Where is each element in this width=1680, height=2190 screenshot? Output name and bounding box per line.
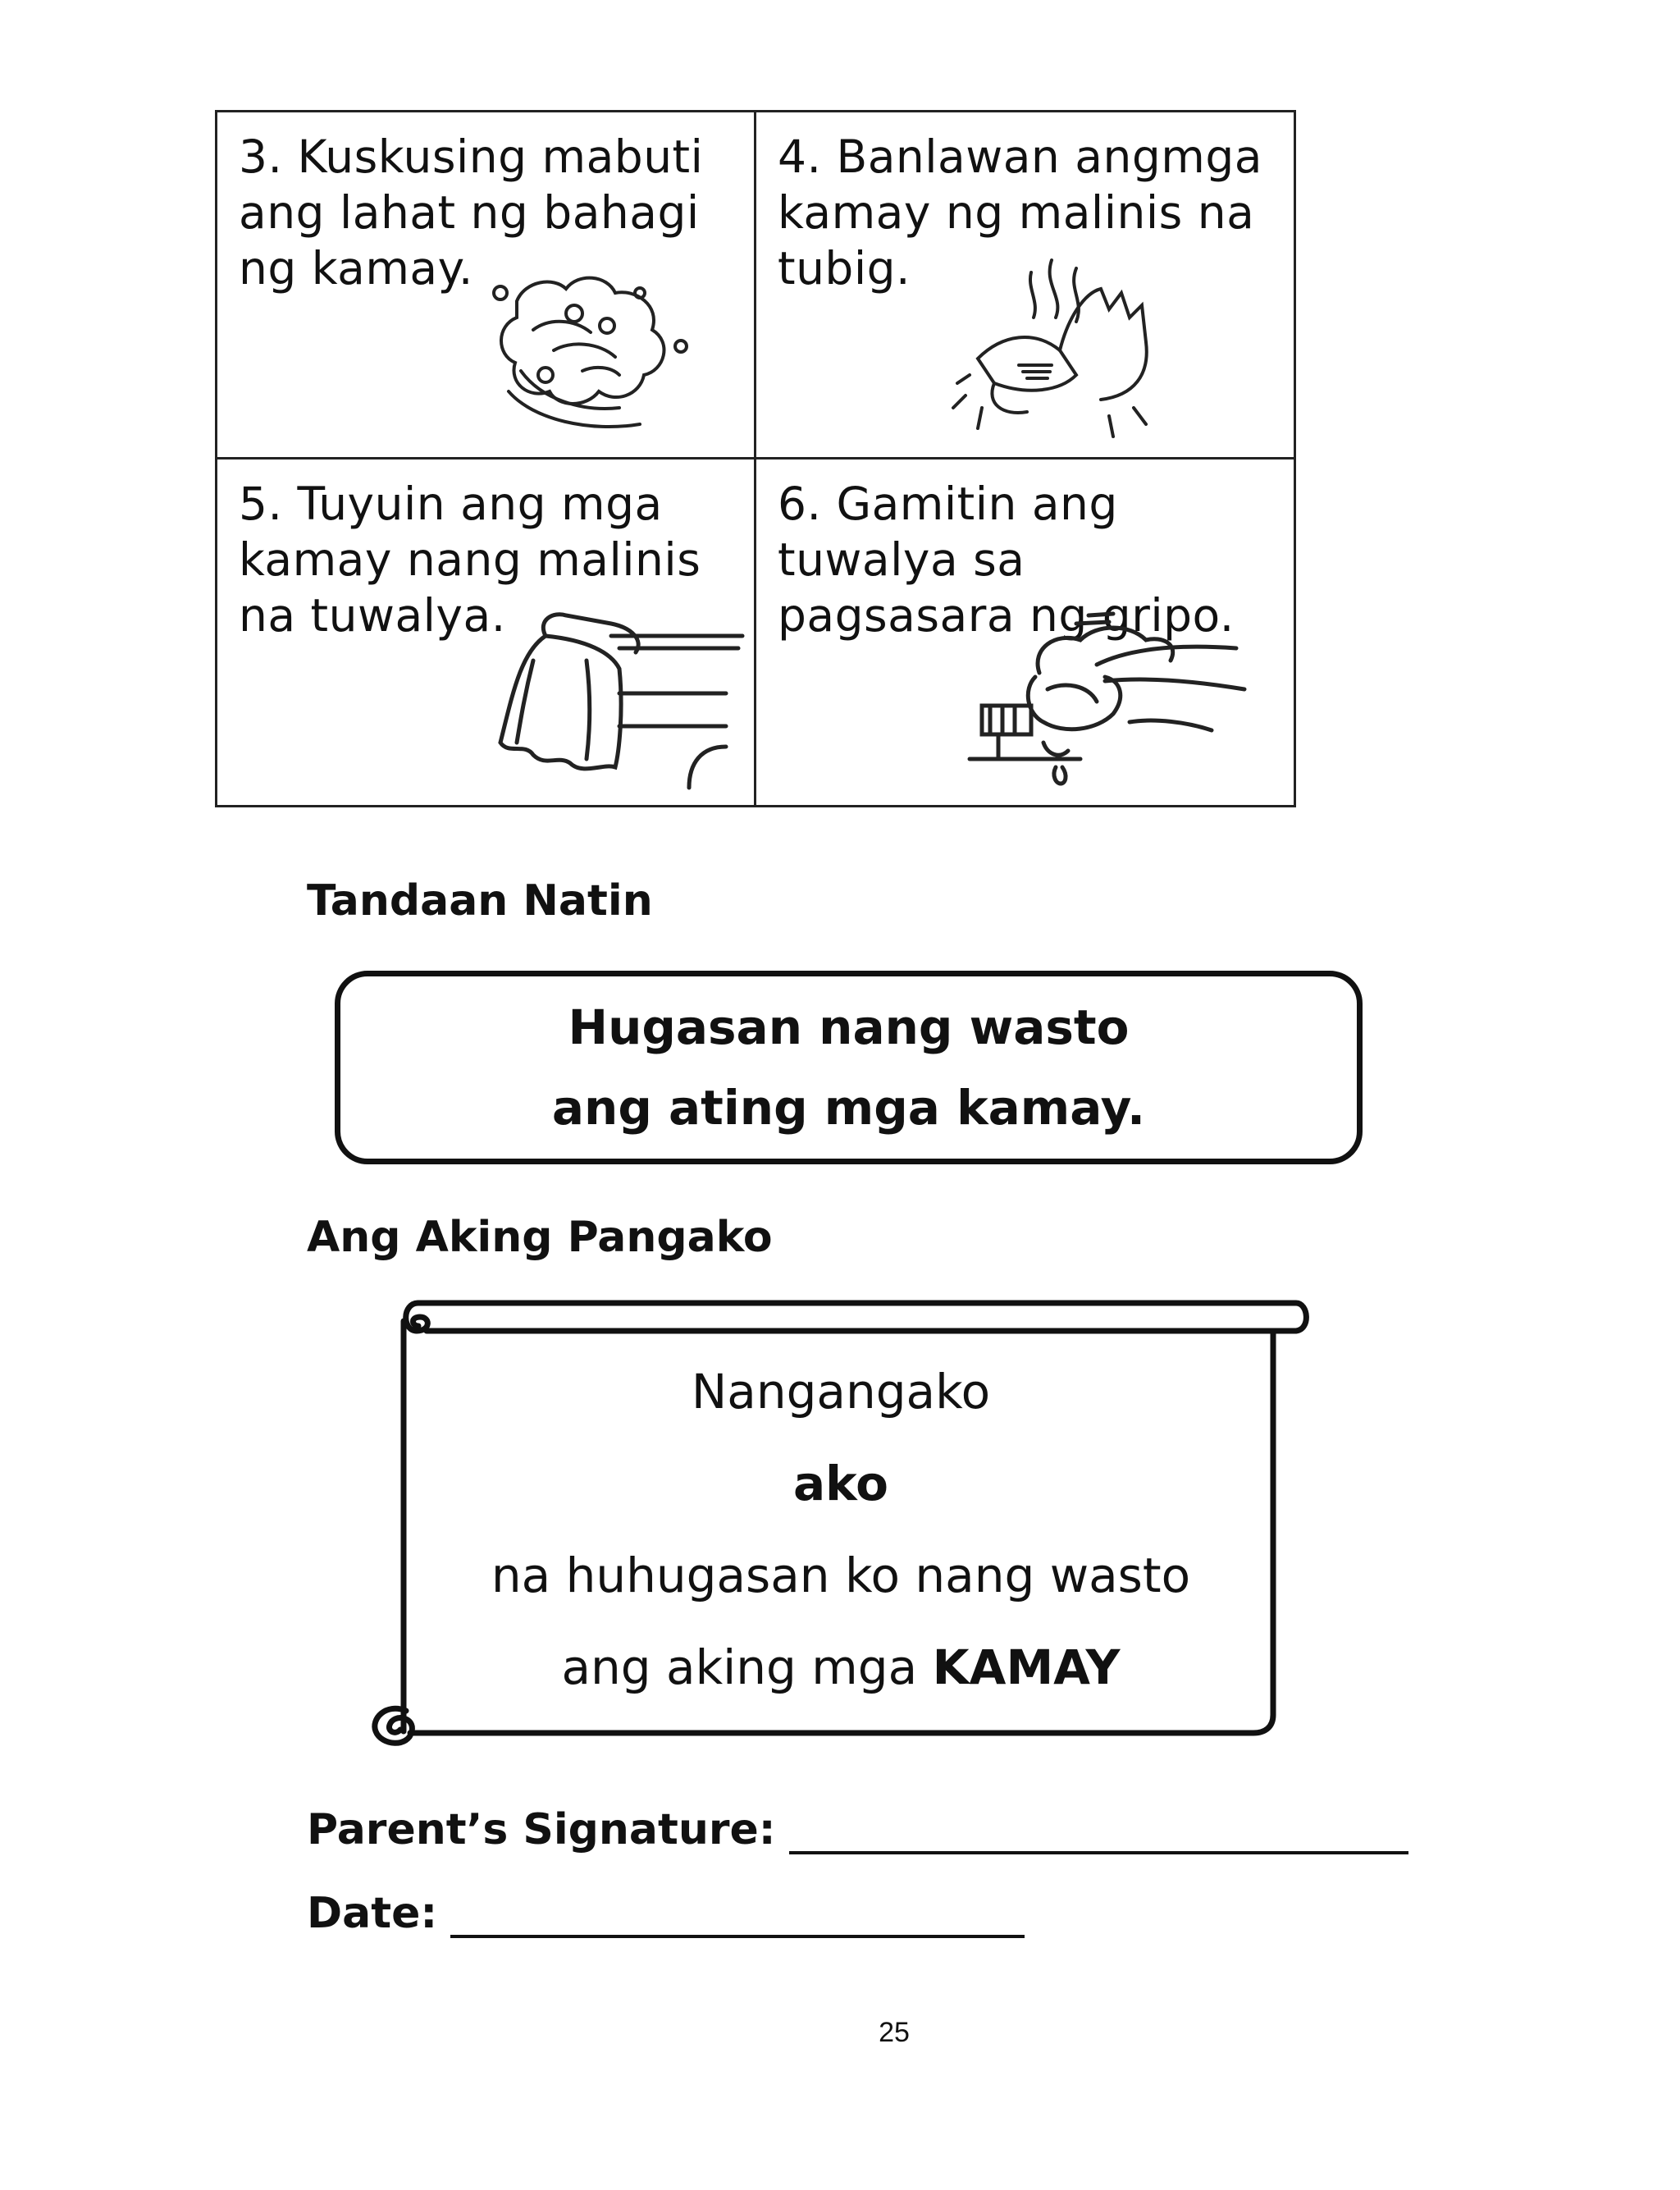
signature-label: Parent’s Signature: xyxy=(307,1805,776,1854)
reminder-box xyxy=(335,971,1363,1164)
pledge-line-1: Nangangako xyxy=(691,1364,991,1420)
soapy-hands-icon xyxy=(476,268,697,441)
date-label: Date: xyxy=(307,1889,438,1938)
step-cell-5 xyxy=(217,459,756,805)
reminder-line-2: ang ating mga kamay. xyxy=(551,1080,1146,1136)
step-cell-6 xyxy=(756,459,1296,805)
page-number: 25 xyxy=(879,2017,910,2048)
date-row xyxy=(307,1889,1025,1938)
towel-drying-icon xyxy=(488,603,751,804)
pledge-line-4-bold: KAMAY xyxy=(932,1639,1121,1695)
remember-heading: Tandaan Natin xyxy=(307,876,653,926)
pledge-text xyxy=(427,1346,1255,1713)
pledge-line-3: na huhugasan ko nang wasto xyxy=(491,1548,1191,1603)
reminder-line-1: Hugasan nang wasto xyxy=(568,999,1130,1055)
step-5-text: 5. Tuyuin ang mga kamay nang malinis na tuwalya. xyxy=(239,478,701,642)
pledge-line-2: ako xyxy=(793,1456,888,1511)
pledge-heading: Ang Aking Pangako xyxy=(307,1213,773,1262)
step-6-text: 6. Gamitin ang tuwalya sa pagsasara ng gripo. xyxy=(778,478,1235,642)
step-4-text: 4. Banlawan angmga kamay ng malinis na tubig. xyxy=(778,130,1262,295)
signature-field[interactable] xyxy=(789,1818,1408,1854)
step-cell-3 xyxy=(217,112,756,459)
steps-table xyxy=(215,110,1296,807)
pledge-line-4-prefix: ang aking mga xyxy=(561,1639,933,1695)
step-3-text: 3. Kuskusing mabuti ang lahat ng bahagi ng kamay. xyxy=(239,130,704,295)
signature-row xyxy=(307,1805,1408,1854)
step-cell-4 xyxy=(756,112,1296,459)
date-field[interactable] xyxy=(450,1902,1025,1938)
rinsing-hands-icon xyxy=(945,252,1166,449)
faucet-towel-icon xyxy=(966,599,1277,796)
pledge-line-4 xyxy=(427,1621,1255,1713)
